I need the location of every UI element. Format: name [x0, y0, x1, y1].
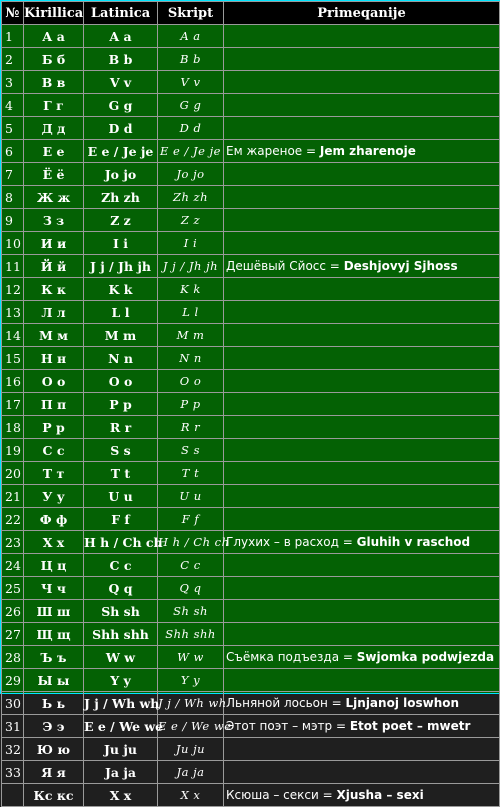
row-number: 5	[2, 117, 24, 140]
note-cell	[224, 600, 500, 623]
cyrillic-letter: Н н	[24, 347, 84, 370]
latin-letter: T t	[84, 462, 158, 485]
row-number: 11	[2, 255, 24, 278]
row-number	[2, 784, 24, 807]
table-row	[2, 577, 500, 600]
note-cell	[224, 577, 500, 600]
row-number: 2	[2, 48, 24, 71]
latin-letter: J j / Wh wh	[84, 692, 158, 715]
latin-letter: F f	[84, 508, 158, 531]
note-cell	[224, 531, 500, 554]
table-row	[2, 140, 500, 163]
script-letter: S s	[158, 439, 224, 462]
note-cell	[224, 117, 500, 140]
cyrillic-letter: У у	[24, 485, 84, 508]
note-cell	[224, 324, 500, 347]
table-row	[2, 117, 500, 140]
table-row	[2, 715, 500, 738]
cyrillic-letter: Ш ш	[24, 600, 84, 623]
latin-letter: I i	[84, 232, 158, 255]
script-letter: B b	[158, 48, 224, 71]
script-letter: M m	[158, 324, 224, 347]
table-row	[2, 416, 500, 439]
cyrillic-letter: В в	[24, 71, 84, 94]
cyrillic-letter: Ь ь	[24, 692, 84, 715]
script-letter: N n	[158, 347, 224, 370]
script-letter: G g	[158, 94, 224, 117]
note-cell	[224, 186, 500, 209]
table-row	[2, 738, 500, 761]
script-letter: Sh sh	[158, 600, 224, 623]
note-cell	[224, 232, 500, 255]
cyrillic-letter: Ё ё	[24, 163, 84, 186]
table-header-row	[2, 2, 500, 25]
table-row	[2, 232, 500, 255]
note-transliteration: Etot poet – mwetr	[349, 718, 471, 733]
table-row	[2, 485, 500, 508]
cyrillic-letter: Ю ю	[24, 738, 84, 761]
latin-letter: Shh shh	[84, 623, 158, 646]
script-letter: P p	[158, 393, 224, 416]
note-cell	[224, 669, 500, 692]
note-cell	[224, 692, 500, 715]
row-number: 19	[2, 439, 24, 462]
row-number: 28	[2, 646, 24, 669]
note-example: Глухих – в расход =	[226, 534, 357, 549]
cyrillic-letter: М м	[24, 324, 84, 347]
row-number: 30	[2, 692, 24, 715]
note-cell	[224, 646, 500, 669]
row-number: 8	[2, 186, 24, 209]
latin-letter: Q q	[84, 577, 158, 600]
script-letter: X x	[158, 784, 224, 807]
latin-letter: U u	[84, 485, 158, 508]
note-cell	[224, 738, 500, 761]
row-number: 21	[2, 485, 24, 508]
row-number: 24	[2, 554, 24, 577]
script-letter: I i	[158, 232, 224, 255]
note-cell	[224, 761, 500, 784]
latin-letter: G g	[84, 94, 158, 117]
table-row	[2, 370, 500, 393]
script-letter: T t	[158, 462, 224, 485]
header-number: №	[2, 2, 24, 25]
script-letter: A a	[158, 25, 224, 48]
table-row	[2, 48, 500, 71]
alphabet-table	[1, 1, 500, 807]
note-transliteration: Swjomka podwjezda	[356, 649, 495, 664]
note-example: Ксюша – секси =	[226, 787, 337, 802]
script-letter: D d	[158, 117, 224, 140]
row-number: 10	[2, 232, 24, 255]
cyrillic-letter: Ф ф	[24, 508, 84, 531]
note-cell	[224, 209, 500, 232]
latin-letter: J j / Jh jh	[84, 255, 158, 278]
note-cell	[224, 393, 500, 416]
table-row	[2, 462, 500, 485]
cyrillic-letter: С с	[24, 439, 84, 462]
latin-letter: E e / Je je	[84, 140, 158, 163]
row-number: 1	[2, 25, 24, 48]
note-example: Ем жареное =	[226, 143, 320, 158]
cyrillic-letter: Р р	[24, 416, 84, 439]
script-letter: R r	[158, 416, 224, 439]
cyrillic-letter: Х х	[24, 531, 84, 554]
cyrillic-letter: Кс кс	[24, 784, 84, 807]
latin-letter: R r	[84, 416, 158, 439]
row-number: 25	[2, 577, 24, 600]
cyrillic-letter: Е е	[24, 140, 84, 163]
latin-letter: N n	[84, 347, 158, 370]
latin-letter: L l	[84, 301, 158, 324]
latin-letter: B b	[84, 48, 158, 71]
note-cell	[224, 255, 500, 278]
note-transliteration: Ljnjanoj loswhon	[345, 695, 460, 710]
cyrillic-letter: Ч ч	[24, 577, 84, 600]
cyrillic-letter: З з	[24, 209, 84, 232]
cyrillic-letter: Ы ы	[24, 669, 84, 692]
table-row	[2, 784, 500, 807]
table-row	[2, 600, 500, 623]
row-number: 16	[2, 370, 24, 393]
latin-letter: M m	[84, 324, 158, 347]
script-letter: W w	[158, 646, 224, 669]
latin-letter: P p	[84, 393, 158, 416]
cyrillic-letter: П п	[24, 393, 84, 416]
note-transliteration: Jem zharenoje	[319, 143, 416, 158]
note-cell	[224, 301, 500, 324]
note-cell	[224, 416, 500, 439]
latin-letter: O o	[84, 370, 158, 393]
table-row	[2, 163, 500, 186]
latin-letter: D d	[84, 117, 158, 140]
row-number: 18	[2, 416, 24, 439]
table-row	[2, 554, 500, 577]
header-skript: Skript	[158, 2, 224, 25]
script-letter: F f	[158, 508, 224, 531]
latin-letter: X x	[84, 784, 158, 807]
latin-letter: A a	[84, 25, 158, 48]
row-number: 6	[2, 140, 24, 163]
table-row	[2, 71, 500, 94]
note-transliteration: Deshjovyj Sjhoss	[343, 258, 458, 273]
script-letter: Y y	[158, 669, 224, 692]
cyrillic-letter: Д д	[24, 117, 84, 140]
note-cell	[224, 439, 500, 462]
latin-letter: C c	[84, 554, 158, 577]
note-cell	[224, 715, 500, 738]
table-row	[2, 301, 500, 324]
latin-letter: Z z	[84, 209, 158, 232]
cyrillic-letter: О о	[24, 370, 84, 393]
script-letter: O o	[158, 370, 224, 393]
note-cell	[224, 462, 500, 485]
table-row	[2, 324, 500, 347]
script-letter: L l	[158, 301, 224, 324]
latin-letter: V v	[84, 71, 158, 94]
script-letter: Shh shh	[158, 623, 224, 646]
row-number: 32	[2, 738, 24, 761]
row-number: 22	[2, 508, 24, 531]
latin-letter: Y y	[84, 669, 158, 692]
cyrillic-letter: Й й	[24, 255, 84, 278]
cyrillic-letter: И и	[24, 232, 84, 255]
row-number: 4	[2, 94, 24, 117]
table-row	[2, 94, 500, 117]
script-letter: V v	[158, 71, 224, 94]
note-example: Этот поэт – мэтр =	[226, 718, 350, 733]
latin-letter: E e / We we	[84, 715, 158, 738]
row-number: 15	[2, 347, 24, 370]
row-number: 33	[2, 761, 24, 784]
cyrillic-letter: Ж ж	[24, 186, 84, 209]
row-number: 7	[2, 163, 24, 186]
script-letter: H h / Ch ch	[158, 531, 224, 554]
script-letter: Z z	[158, 209, 224, 232]
script-letter: E e / Je je	[158, 140, 224, 163]
script-letter: J j / Jh jh	[158, 255, 224, 278]
row-number: 29	[2, 669, 24, 692]
script-letter: U u	[158, 485, 224, 508]
note-cell	[224, 278, 500, 301]
table-row	[2, 692, 500, 715]
table-row	[2, 508, 500, 531]
table-row	[2, 439, 500, 462]
note-cell	[224, 485, 500, 508]
script-letter: Q q	[158, 577, 224, 600]
note-cell	[224, 163, 500, 186]
row-number: 9	[2, 209, 24, 232]
header-primeqanije: Primeqanije	[224, 2, 500, 25]
cyrillic-letter: Я я	[24, 761, 84, 784]
script-letter: Zh zh	[158, 186, 224, 209]
note-cell	[224, 370, 500, 393]
note-example: Съёмка подъезда =	[226, 649, 357, 664]
row-number: 3	[2, 71, 24, 94]
note-cell	[224, 508, 500, 531]
note-cell	[224, 25, 500, 48]
note-example: Дешёвый Сйосс =	[226, 258, 344, 273]
row-number: 26	[2, 600, 24, 623]
cyrillic-letter: Б б	[24, 48, 84, 71]
table-row	[2, 255, 500, 278]
script-letter: Ju ju	[158, 738, 224, 761]
row-number: 31	[2, 715, 24, 738]
row-number: 17	[2, 393, 24, 416]
note-cell	[224, 784, 500, 807]
cyrillic-letter: Ц ц	[24, 554, 84, 577]
note-transliteration: Xjusha – sexi	[336, 787, 424, 802]
note-cell	[224, 48, 500, 71]
latin-letter: Sh sh	[84, 600, 158, 623]
table-row	[2, 25, 500, 48]
row-number: 12	[2, 278, 24, 301]
table-row	[2, 278, 500, 301]
script-letter: Jo jo	[158, 163, 224, 186]
row-number: 20	[2, 462, 24, 485]
note-cell	[224, 140, 500, 163]
note-cell	[224, 347, 500, 370]
latin-letter: H h / Ch ch	[84, 531, 158, 554]
row-number: 27	[2, 623, 24, 646]
table-row	[2, 761, 500, 784]
table-row	[2, 393, 500, 416]
latin-letter: Ja ja	[84, 761, 158, 784]
script-letter: J j / Wh wh	[158, 692, 224, 715]
row-number: 23	[2, 531, 24, 554]
table-row	[2, 531, 500, 554]
table-row	[2, 347, 500, 370]
table-row	[2, 623, 500, 646]
cyrillic-letter: Т т	[24, 462, 84, 485]
script-letter: E e / We we	[158, 715, 224, 738]
cyrillic-letter: Э э	[24, 715, 84, 738]
note-cell	[224, 554, 500, 577]
latin-letter: W w	[84, 646, 158, 669]
table-row	[2, 186, 500, 209]
latin-letter: S s	[84, 439, 158, 462]
note-cell	[224, 71, 500, 94]
cyrillic-letter: Ъ ъ	[24, 646, 84, 669]
latin-letter: Jo jo	[84, 163, 158, 186]
table-row	[2, 209, 500, 232]
row-number: 13	[2, 301, 24, 324]
note-example: Льняной лосьон =	[226, 695, 346, 710]
header-latinica: Latinica	[84, 2, 158, 25]
table-row	[2, 669, 500, 692]
note-cell	[224, 623, 500, 646]
latin-letter: Zh zh	[84, 186, 158, 209]
cyrillic-letter: А а	[24, 25, 84, 48]
header-kirillica: Kirillica	[24, 2, 84, 25]
latin-letter: Ju ju	[84, 738, 158, 761]
row-number: 14	[2, 324, 24, 347]
note-cell	[224, 94, 500, 117]
cyrillic-letter: Щ щ	[24, 623, 84, 646]
cyrillic-letter: К к	[24, 278, 84, 301]
script-letter: K k	[158, 278, 224, 301]
note-transliteration: Gluhih v raschod	[356, 534, 471, 549]
cyrillic-letter: Л л	[24, 301, 84, 324]
latin-letter: K k	[84, 278, 158, 301]
table-row	[2, 646, 500, 669]
script-letter: Ja ja	[158, 761, 224, 784]
cyrillic-letter: Г г	[24, 94, 84, 117]
script-letter: C c	[158, 554, 224, 577]
